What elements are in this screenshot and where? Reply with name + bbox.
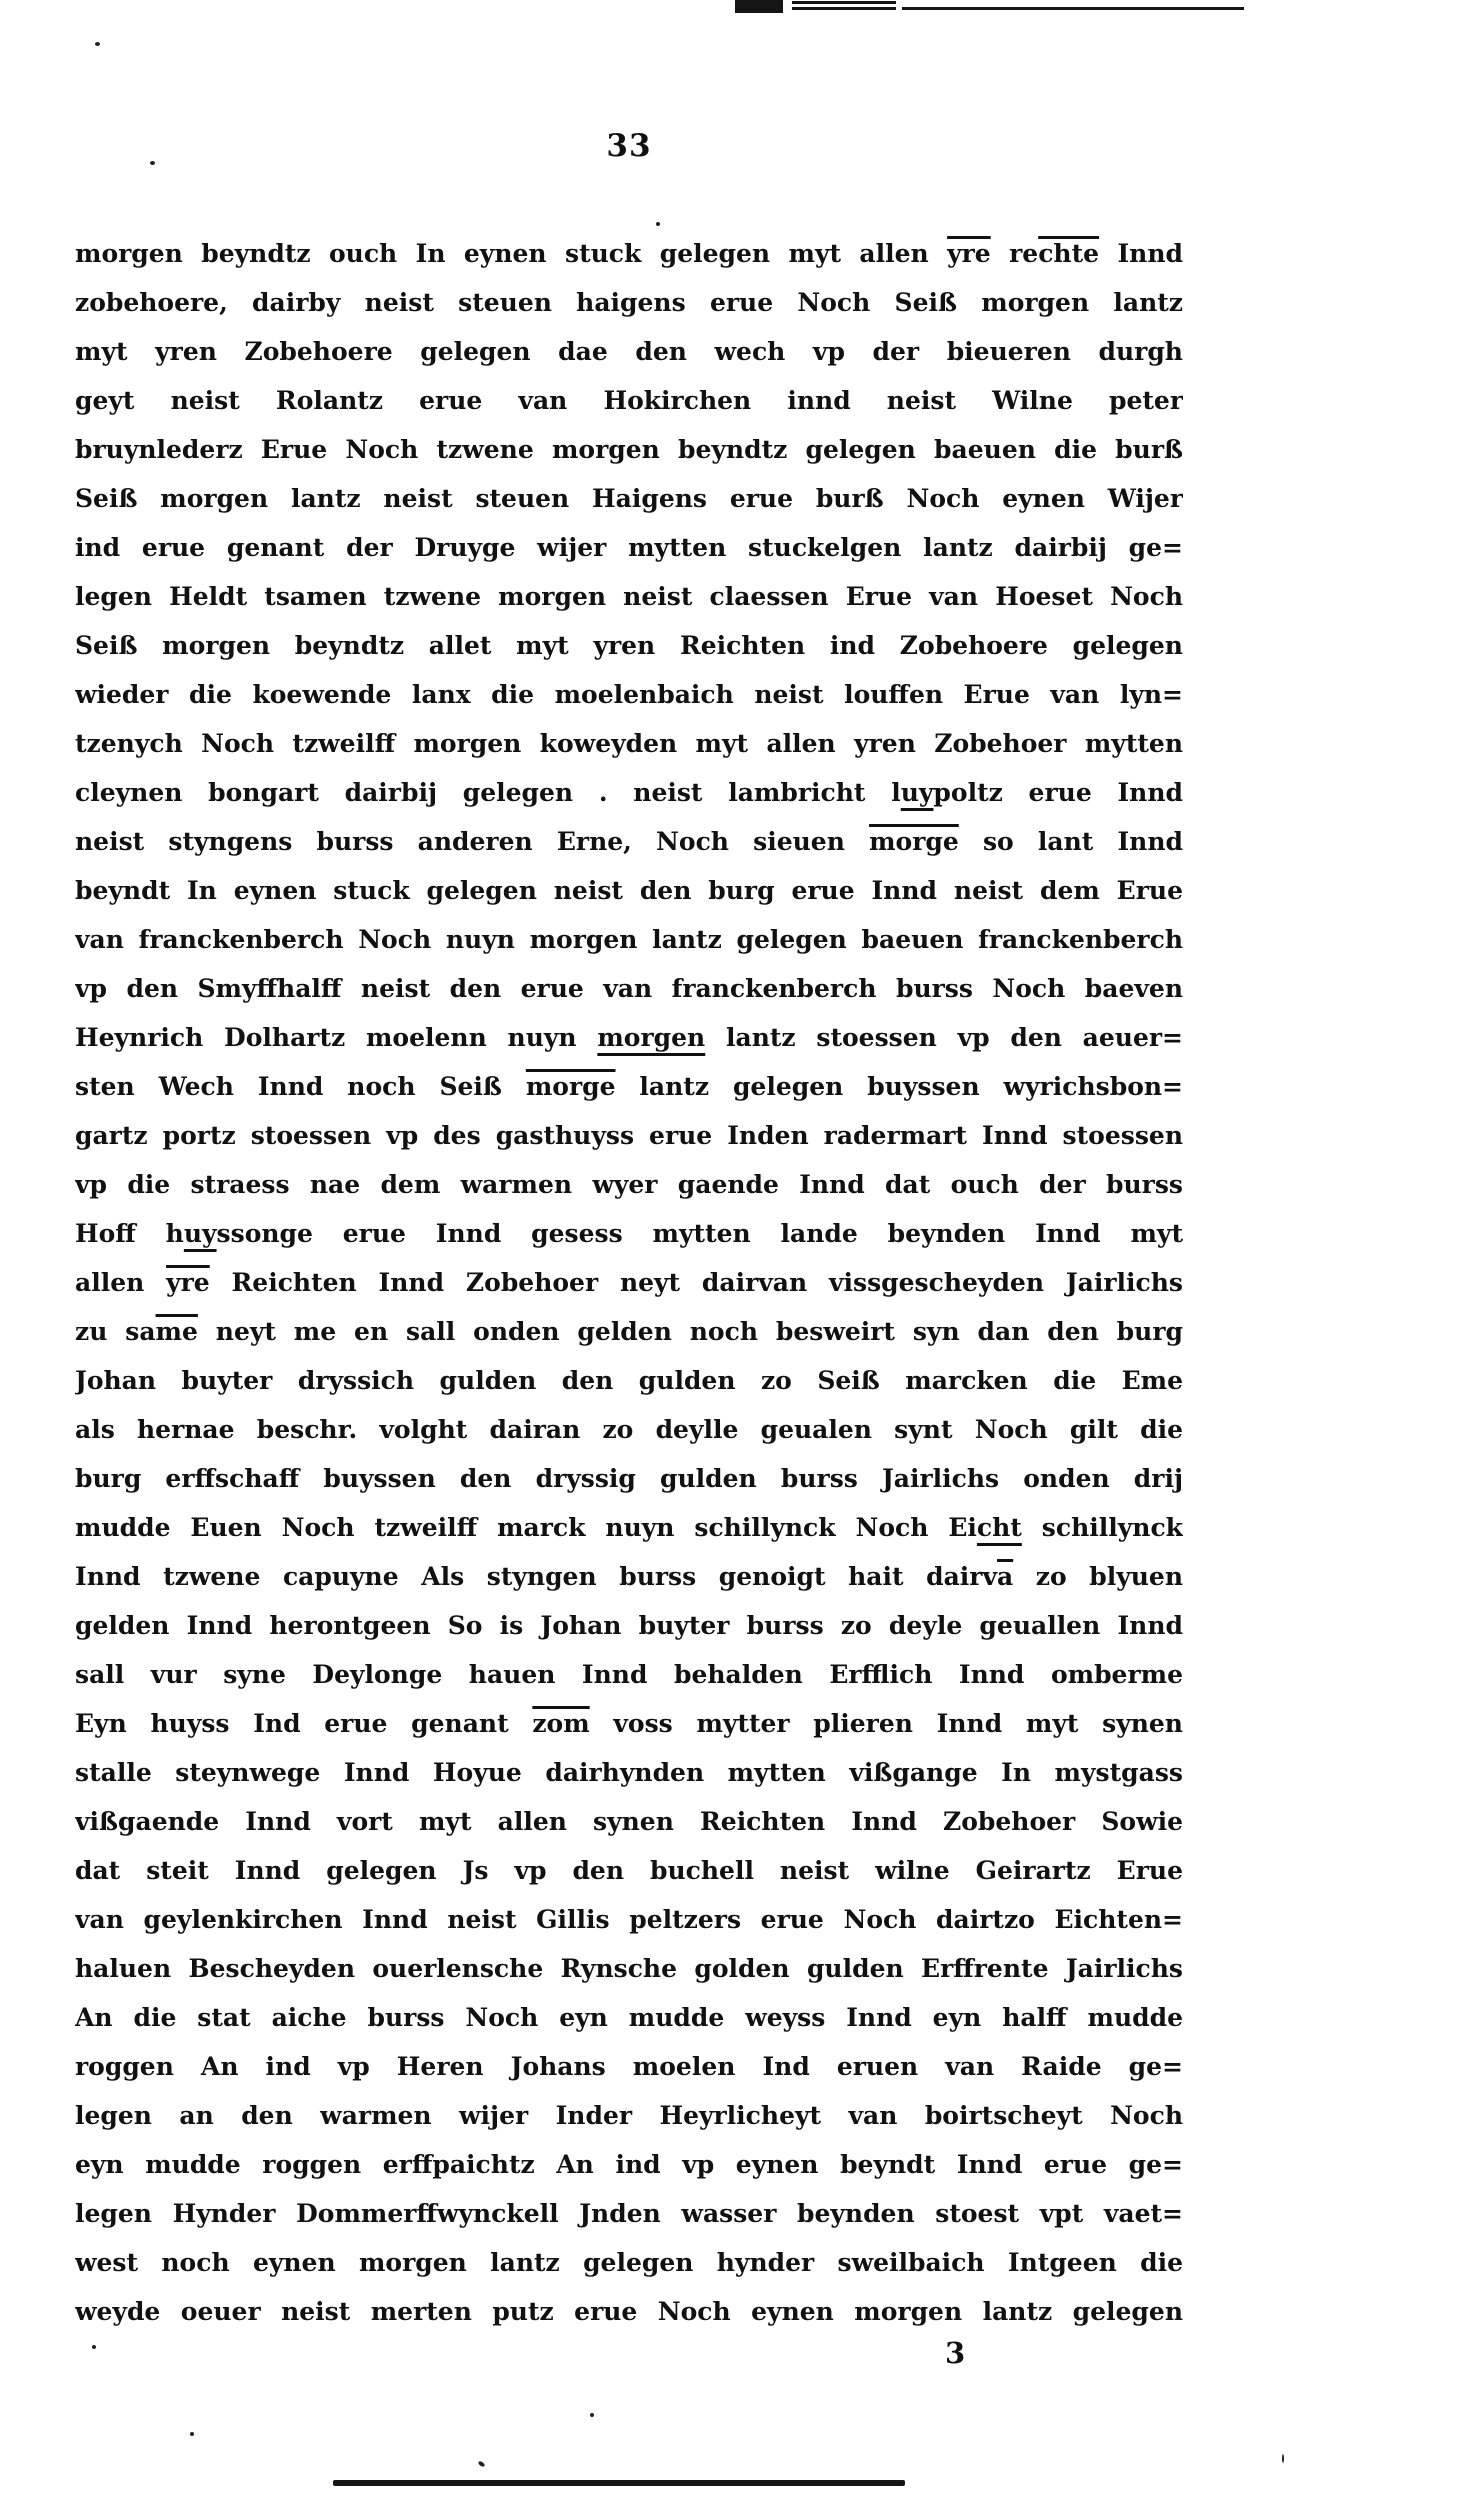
text-line: [75, 1944, 1183, 1993]
text-segment: morgen: [597, 1023, 706, 1052]
text-segment: bruynlederz Erue Noch tzwene morgen beyndtz gelegen baeuen die burß: [75, 435, 1183, 464]
text-line: [75, 2238, 1183, 2287]
text-segment: chte: [1038, 239, 1100, 268]
text-segment: Seiß morgen lantz neist steuen Haigens erue burß Noch eynen Wijer: [75, 484, 1183, 513]
text-line: [75, 817, 1183, 866]
text-segment: Innd tzwene capuyne Als styngen burss genoigt hait dairv: [75, 1562, 997, 1591]
text-line: [75, 1209, 1183, 1258]
text-segment: gartz portz stoessen vp des gasthuyss erue Inden radermart Innd stoessen: [75, 1121, 1183, 1150]
text-line: [75, 1895, 1183, 1944]
page-number: 33: [606, 128, 652, 164]
text-segment: ind erue genant der Druyge wijer mytten stuckelgen lantz dairbij ge=: [75, 533, 1183, 562]
text-segment: uy: [183, 1219, 217, 1248]
text-line: [75, 1601, 1183, 1650]
text-segment: $\overline{yre}$: [166, 1268, 210, 1297]
text-line: [75, 1356, 1183, 1405]
text-segment: als hernae beschr. volght dairan zo deylle geualen synt Noch gilt die: [75, 1415, 1183, 1444]
text-line: [75, 1503, 1183, 1552]
text-line: [75, 2189, 1183, 2238]
text-segment: allen: [75, 1268, 167, 1297]
text-segment: $\overline{yre}$: [947, 239, 991, 268]
text-segment: uy: [900, 778, 934, 807]
text-line: [75, 1454, 1183, 1503]
scan-speck: [92, 2345, 96, 2349]
text-line: [75, 278, 1183, 327]
text-segment: weyde oeuer neist merten putz erue Noch eynen morgen lantz gelegen: [75, 2297, 1183, 2326]
text-segment: $\overline{zom}$: [532, 1709, 590, 1738]
text-line: [75, 2042, 1183, 2091]
text-line: [75, 621, 1183, 670]
text-segment: sten Wech Innd noch Seiß: [75, 1072, 526, 1101]
text-segment: morgen beyndtz ouch In eynen stuck gelegen myt allen: [75, 239, 948, 268]
scan-speck: [656, 222, 660, 226]
scan-speck: [477, 2460, 485, 2467]
text-segment: legen an den warmen wijer Inder Heyrlicheyt van boirtscheyt Noch: [75, 2101, 1183, 2130]
text-line: [75, 229, 1183, 278]
text-segment: eyn mudde roggen erffpaichtz An ind vp eynen beyndt Innd erue ge=: [75, 2150, 1183, 2179]
text-line: [75, 1797, 1183, 1846]
text-line: [75, 572, 1183, 621]
text-line: [75, 1846, 1183, 1895]
text-line: [75, 2287, 1183, 2336]
text-segment: haluen Bescheyden ouerlensche Rynsche golden gulden Erffrente Jairlichs: [75, 1954, 1183, 1983]
text-segment: van geylenkirchen Innd neist Gillis peltzers erue Noch dairtzo Eichten=: [75, 1905, 1183, 1934]
text-line: [75, 915, 1183, 964]
text-segment: cht: [976, 1513, 1022, 1542]
text-segment: wieder die koewende lanx die moelenbaich neist louffen Erue van lyn=: [75, 680, 1183, 709]
text-segment: neist styngens burss anderen Erne, Noch sieuen: [75, 827, 870, 856]
text-segment: $\overline{a}$: [997, 1562, 1014, 1591]
scan-speck: [590, 2413, 594, 2417]
text-line: [75, 1748, 1183, 1797]
text-line: [75, 1650, 1183, 1699]
text-segment: vißgaende Innd vort myt allen synen Reichten Innd Zobehoer Sowie: [75, 1807, 1183, 1836]
text-line: [75, 1111, 1183, 1160]
scan-artifact-top-rule: [902, 7, 1244, 10]
text-segment: lantz stoessen vp den aeuer=: [705, 1023, 1183, 1052]
text-segment: zu sa: [75, 1317, 156, 1346]
scan-speck: [190, 2432, 194, 2436]
text-segment: so lant Innd: [958, 827, 1183, 856]
text-segment: myt yren Zobehoere gelegen dae den wech vp der bieueren durgh: [75, 337, 1183, 366]
text-segment: cleynen bongart dairbij gelegen . neist lambricht l: [75, 778, 901, 807]
text-segment: vp den Smyffhalff neist den erue van franckenberch burss Noch baeven: [75, 974, 1183, 1003]
text-line: [75, 474, 1183, 523]
text-segment: Seiß morgen beyndtz allet myt yren Reichten ind Zobehoere gelegen: [75, 631, 1183, 660]
text-segment: ssonge erue Innd gesess mytten lande beynden Innd myt: [216, 1219, 1183, 1248]
text-line: [75, 768, 1183, 817]
body-text: [75, 229, 1183, 2336]
text-line: [75, 1405, 1183, 1454]
text-line: [75, 1160, 1183, 1209]
scan-speck: [95, 42, 100, 46]
text-segment: van franckenberch Noch nuyn morgen lantz gelegen baeuen franckenberch: [75, 925, 1183, 954]
text-line: [75, 1307, 1183, 1356]
text-line: [75, 1062, 1183, 1111]
text-line: [75, 719, 1183, 768]
text-segment: morge: [525, 1072, 616, 1101]
text-line: [75, 327, 1183, 376]
text-segment: poltz erue Innd: [933, 778, 1183, 807]
text-segment: sall vur syne Deylonge hauen Innd behalden Erfflich Innd omberme: [75, 1660, 1183, 1689]
text-line: [75, 1552, 1183, 1601]
text-line: [75, 1699, 1183, 1748]
text-segment: geyt neist Rolantz erue van Hokirchen innd neist Wilne peter: [75, 386, 1183, 415]
text-segment: Eyn huyss Ind erue genant: [75, 1709, 533, 1738]
text-segment: Innd: [1099, 239, 1183, 268]
text-segment: vp die straess nae dem warmen wyer gaende Innd dat ouch der burss: [75, 1170, 1183, 1199]
text-line: [75, 2140, 1183, 2189]
text-segment: $\overline{me}$: [155, 1317, 198, 1346]
text-line: [75, 1258, 1183, 1307]
text-segment: Reichten Innd Zobehoer neyt dairvan vissgescheyden Jairlichs: [209, 1268, 1183, 1297]
text-segment: burg erffschaff buyssen den dryssig gulden burss Jairlichs onden drij: [75, 1464, 1183, 1493]
text-segment: dat steit Innd gelegen Js vp den buchell neist wilne Geirartz Erue: [75, 1856, 1183, 1885]
text-line: [75, 425, 1183, 474]
text-line: [75, 1013, 1183, 1062]
text-segment: mudde Euen Noch tzweilff marck nuyn schillynck Noch Ei: [75, 1513, 977, 1542]
text-segment: voss mytter plieren Innd myt synen: [589, 1709, 1183, 1738]
text-segment: zobehoere, dairby neist steuen haigens erue Noch Seiß morgen lantz: [75, 288, 1183, 317]
text-line: [75, 1993, 1183, 2042]
text-line: [75, 376, 1183, 425]
scan-artifact-top-stripes: [792, 1, 896, 13]
text-line: [75, 523, 1183, 572]
text-segment: Johan buyter dryssich gulden den gulden zo Seiß marcken die Eme: [75, 1366, 1183, 1395]
text-segment: morge: [869, 827, 959, 856]
text-segment: zo blyuen: [1013, 1562, 1183, 1591]
text-segment: lantz gelegen buyssen wyrichsbon=: [615, 1072, 1183, 1101]
text-segment: Heynrich Dolhartz moelenn nuyn: [75, 1023, 598, 1052]
scan-artifact-bottom-band: [333, 2480, 905, 2486]
text-segment: schillynck: [1021, 1513, 1183, 1542]
text-segment: gelden Innd herontgeen So is Johan buyter burss zo deyle geuallen Innd: [75, 1611, 1183, 1640]
text-segment: west noch eynen morgen lantz gelegen hynder sweilbaich Intgeen die: [75, 2248, 1183, 2277]
text-segment: stalle steynwege Innd Hoyue dairhynden mytten vißgange In mystgass: [75, 1758, 1183, 1787]
text-segment: tzenych Noch tzweilff morgen koweyden myt allen yren Zobehoer mytten: [75, 729, 1183, 758]
text-line: [75, 2091, 1183, 2140]
text-segment: re: [990, 239, 1039, 268]
text-segment: beyndt In eynen stuck gelegen neist den burg erue Innd neist dem Erue: [75, 876, 1183, 905]
signature-mark: 3: [945, 2336, 966, 2370]
text-segment: neyt me en sall onden gelden noch besweirt syn dan den burg: [197, 1317, 1183, 1346]
scan-artifact-top-block: [735, 0, 783, 13]
text-segment: roggen An ind vp Heren Johans moelen Ind eruen van Raide ge=: [75, 2052, 1183, 2081]
text-line: [75, 866, 1183, 915]
scan-speck: [1282, 2454, 1284, 2463]
text-segment: An die stat aiche burss Noch eyn mudde weyss Innd eyn halff mudde: [75, 2003, 1183, 2032]
text-line: [75, 964, 1183, 1013]
text-segment: legen Hynder Dommerffwynckell Jnden wasser beynden stoest vpt vaet=: [75, 2199, 1183, 2228]
text-segment: Hoff h: [75, 1219, 184, 1248]
text-line: [75, 670, 1183, 719]
text-segment: legen Heldt tsamen tzwene morgen neist claessen Erue van Hoeset Noch: [75, 582, 1183, 611]
